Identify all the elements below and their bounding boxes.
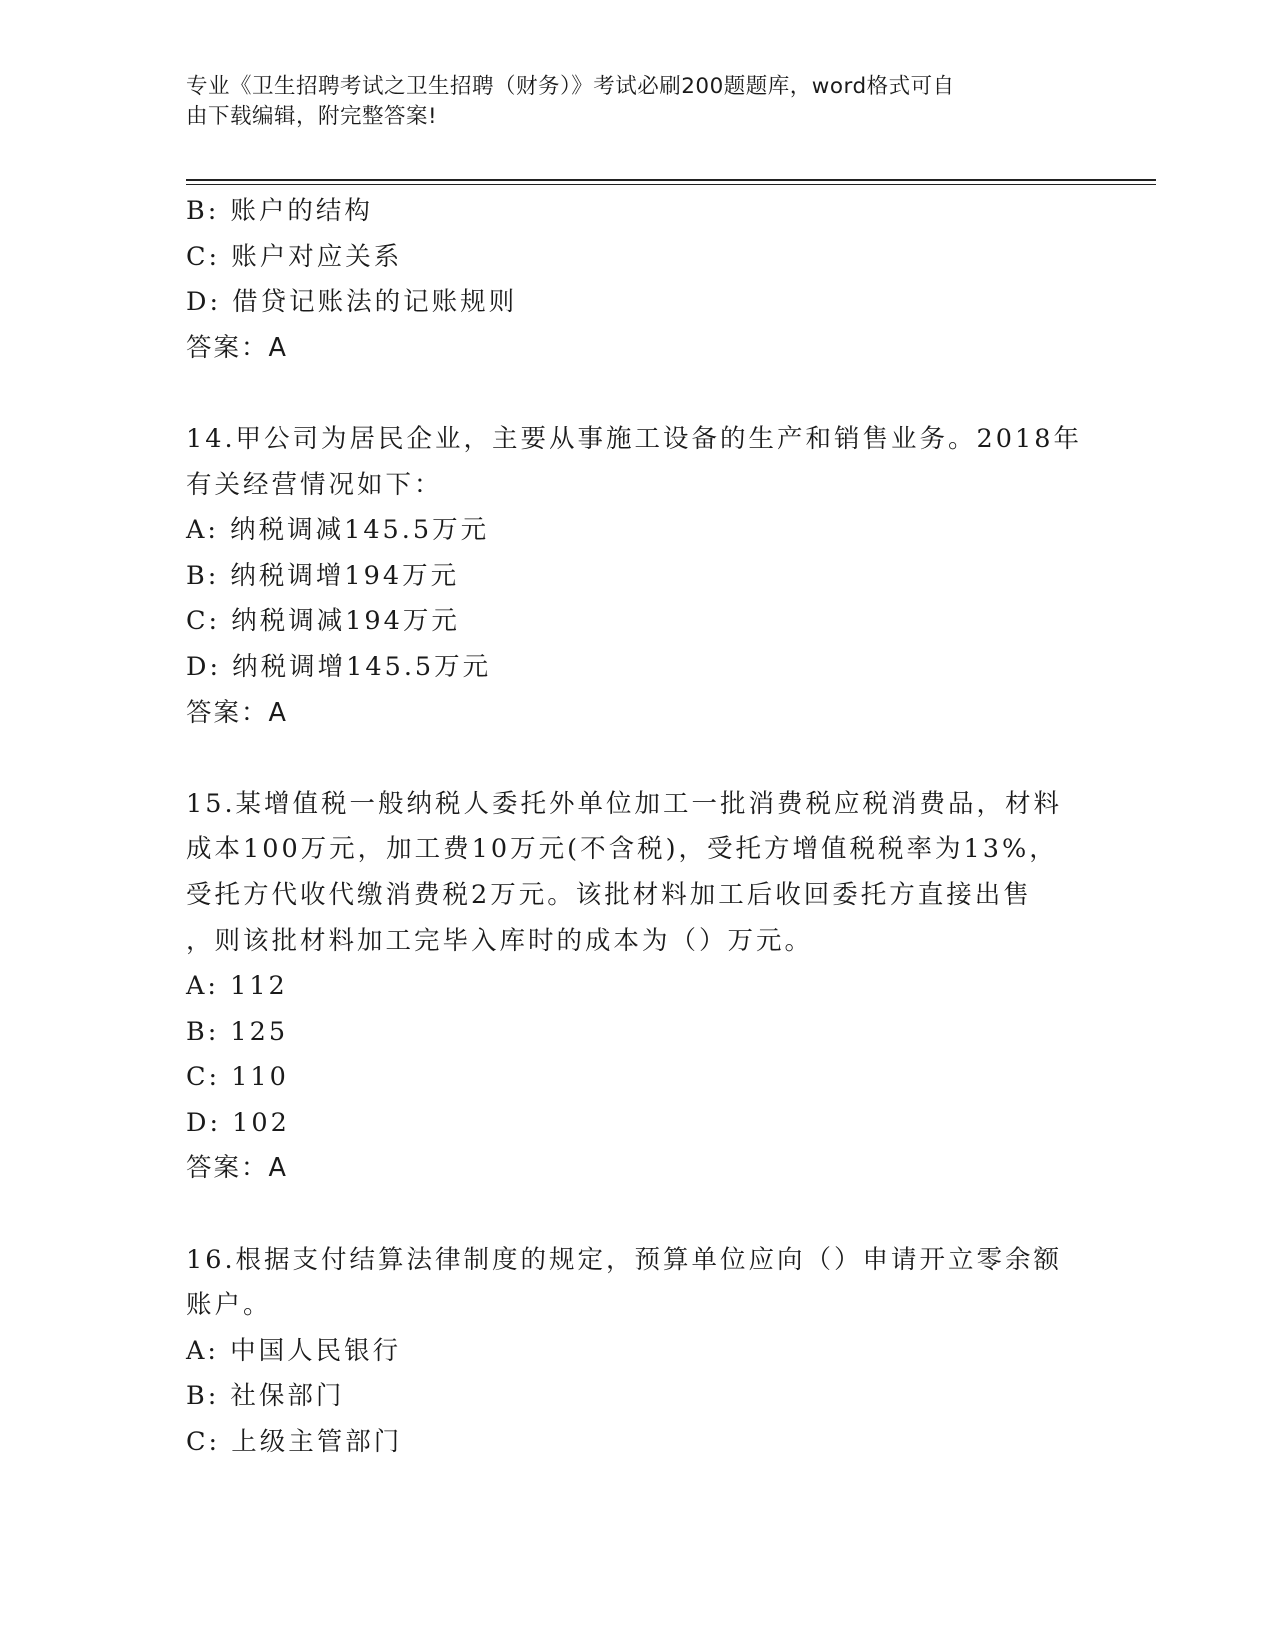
question-15-option-c: C: 110 (186, 1062, 289, 1093)
header-divider-thin (186, 184, 1156, 185)
question-15-option-a: A: 112 (186, 971, 288, 1002)
question-14-option-a: A: 纳税调减145.5万元 (186, 515, 490, 546)
question-16-stem-line-2: 账户。 (186, 1290, 272, 1321)
question-14-answer: 答案：A (186, 697, 288, 728)
question-13-answer: 答案：A (186, 332, 288, 363)
question-14-stem-line-1: 14.甲公司为居民企业，主要从事施工设备的生产和销售业务。2018年 (186, 423, 1082, 454)
question-15-stem-line-3: 受托方代收代缴消费税2万元。该批材料加工后收回委托方直接出售 (186, 879, 1032, 910)
question-15-option-d: D: 102 (186, 1107, 290, 1138)
question-13-option-b: B: 账户的结构 (186, 196, 373, 226)
spacer (186, 1192, 1086, 1238)
question-14-option-c: C: 纳税调减194万元 (186, 606, 460, 637)
question-16 (186, 1238, 1086, 1466)
question-13-option-d: D: 借贷记账法的记账规则 (186, 287, 518, 318)
question-13 (186, 189, 1086, 371)
spacer (186, 371, 1086, 417)
question-14-option-b: B: 纳税调增194万元 (186, 560, 460, 591)
header-title-line-2: 由下载编辑，附完整答案! (186, 104, 438, 129)
question-15-stem-line-2: 成本100万元，加工费10万元(不含税)，受托方增值税税率为13%， (186, 834, 1058, 865)
question-15-stem-line-1: 15.某增值税一般纳税人委托外单位加工一批消费税应税消费品，材料 (186, 788, 1063, 819)
question-16-option-a: A: 中国人民银行 (186, 1335, 402, 1366)
question-15-stem-line-4: ，则该批材料加工完毕入库时的成本为（）万元。 (186, 925, 814, 956)
document-header (186, 72, 1086, 132)
question-16-stem-line-1: 16.根据支付结算法律制度的规定，预算单位应向（）申请开立零余额 (186, 1244, 1063, 1275)
question-14 (186, 417, 1086, 736)
question-16-option-b: B: 社保部门 (186, 1381, 345, 1412)
header-divider-thick (186, 179, 1156, 181)
question-16-option-c: C: 上级主管部门 (186, 1427, 403, 1458)
header-title-line-1: 专业《卫生招聘考试之卫生招聘（财务）》考试必刷200题题库，word格式可自 (186, 74, 955, 99)
question-13-option-c: C: 账户对应关系 (186, 241, 403, 272)
question-14-stem-line-2: 有关经营情况如下： (186, 469, 443, 500)
question-15-option-b: B: 125 (186, 1016, 289, 1047)
question-list (186, 189, 1086, 1466)
question-15-answer: 答案：A (186, 1153, 288, 1184)
spacer (186, 736, 1086, 782)
question-15 (186, 782, 1086, 1192)
question-14-option-d: D: 纳税调增145.5万元 (186, 651, 492, 682)
